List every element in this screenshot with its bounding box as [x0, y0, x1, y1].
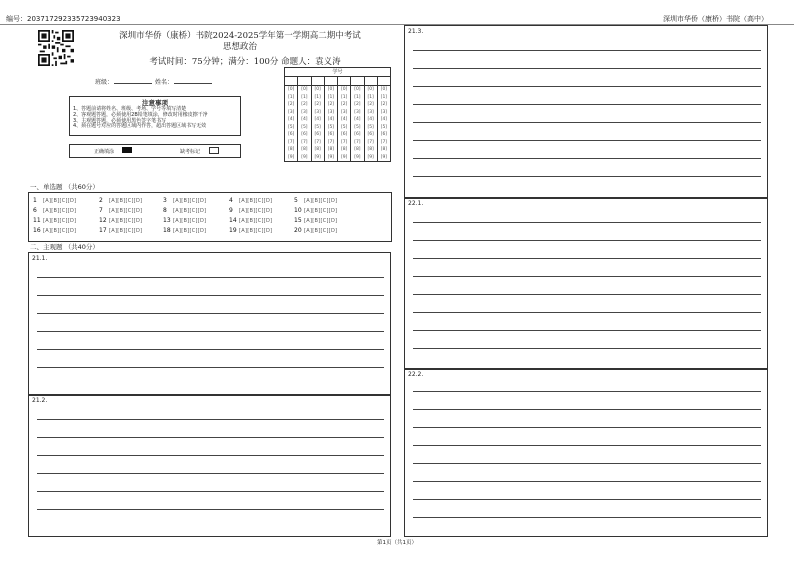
student-id-bubble[interactable]: [0]	[380, 87, 388, 92]
mc-option-bubbles[interactable]: [A][B][C][D]	[304, 208, 338, 214]
mc-question	[99, 207, 142, 214]
mc-question-number: 9	[229, 207, 233, 214]
student-id-grid	[284, 67, 391, 162]
answer-box-22-2[interactable]	[404, 368, 768, 537]
exam-title	[80, 31, 400, 53]
student-id-bubble[interactable]: [4]	[287, 117, 295, 122]
student-id-bubble[interactable]: [1]	[314, 94, 321, 100]
mc-question-number: 10	[294, 207, 302, 214]
mc-question	[229, 217, 272, 224]
student-id-bubble[interactable]: [3]	[354, 109, 361, 115]
student-id-bubble[interactable]: [3]	[287, 109, 295, 115]
student-id-write-cell[interactable]	[351, 77, 364, 85]
fill-legend	[69, 144, 241, 158]
student-id-bubble[interactable]: [9]	[380, 154, 388, 160]
notes-item: 1、答题前请将姓名、班级、考场、学号等填写清楚	[73, 106, 187, 112]
mc-question-number: 15	[294, 217, 302, 224]
name-blank[interactable]	[174, 77, 212, 84]
student-id-bubble[interactable]: [5]	[301, 124, 308, 130]
mc-row	[29, 197, 391, 207]
writing-line	[413, 68, 761, 69]
class-blank[interactable]	[114, 77, 152, 84]
answer-box-21-1[interactable]	[28, 252, 391, 396]
writing-line	[37, 437, 384, 438]
writing-line	[413, 86, 761, 87]
student-id-bubble[interactable]: [1]	[354, 94, 361, 100]
student-id-bubble[interactable]: [4]	[367, 117, 374, 122]
writing-line	[413, 122, 761, 123]
answer-box-21-3[interactable]	[404, 25, 768, 199]
student-id-bubble[interactable]: [5]	[354, 124, 361, 130]
student-id-bubble[interactable]: [6]	[314, 132, 321, 137]
student-id-bubble[interactable]: [1]	[380, 94, 388, 100]
student-id-bubble[interactable]: [9]	[354, 154, 361, 160]
student-id-bubble[interactable]: [1]	[367, 94, 374, 100]
mc-row	[29, 207, 391, 217]
student-id-bubble[interactable]: [7]	[380, 139, 388, 145]
student-id-column	[325, 86, 338, 161]
student-id-bubble[interactable]: [0]	[354, 87, 361, 92]
mc-question	[99, 227, 142, 234]
student-id-bubble[interactable]: [0]	[314, 87, 321, 92]
student-id-write-cell[interactable]	[285, 77, 298, 85]
student-id-bubble[interactable]: [2]	[380, 102, 388, 107]
student-id-bubble[interactable]: [4]	[354, 117, 361, 122]
writing-line	[413, 463, 761, 464]
notes-item: 3、主观题答题，必须使用黑色签字笔书写	[73, 117, 167, 124]
mc-question	[229, 227, 272, 234]
student-id-bubble[interactable]: [8]	[301, 147, 308, 152]
student-id-bubble[interactable]: [3]	[380, 109, 388, 115]
student-id-bubble[interactable]: [5]	[380, 124, 388, 130]
student-id-bubble[interactable]: [6]	[287, 132, 295, 137]
mc-question-number: 4	[229, 197, 233, 204]
writing-line	[413, 481, 761, 482]
student-id-write-cell[interactable]	[325, 77, 338, 85]
student-id-bubble[interactable]: [4]	[301, 117, 308, 122]
mc-option-bubbles[interactable]: [A][B][C][D]	[173, 208, 207, 214]
mc-option-bubbles[interactable]: [A][B][C][D]	[304, 218, 338, 224]
writing-line	[413, 222, 761, 223]
answer-box-22-1[interactable]	[404, 197, 768, 370]
writing-line	[413, 445, 761, 446]
writing-line	[413, 240, 761, 241]
writing-line	[413, 276, 761, 277]
mc-option-bubbles[interactable]: [A][B][C][D]	[304, 198, 338, 204]
correct-fill-label: 正确填涂	[94, 149, 115, 155]
student-id-write-cell[interactable]	[365, 77, 378, 85]
student-id-bubble[interactable]: [0]	[301, 87, 308, 92]
student-id-bubble[interactable]: [9]	[367, 154, 374, 160]
mc-question	[99, 217, 142, 224]
mc-question-number: 19	[229, 227, 237, 234]
student-id-bubble[interactable]: [8]	[287, 147, 295, 152]
mc-question	[163, 217, 206, 224]
mc-option-bubbles[interactable]: [A][B][C][D]	[173, 198, 207, 204]
answer-box-21-2[interactable]	[28, 394, 391, 537]
mc-option-bubbles[interactable]: [A][B][C][D]	[239, 218, 273, 224]
student-id-bubble[interactable]: [7]	[327, 139, 335, 145]
student-id-write-cell[interactable]	[338, 77, 351, 85]
exam-subject: 思想政治	[222, 42, 257, 52]
name-label: 姓名：	[155, 79, 174, 86]
question-label: 22.1.	[408, 200, 424, 207]
writing-line	[413, 140, 761, 141]
student-id-bubble[interactable]: [7]	[287, 139, 295, 145]
student-id-bubble[interactable]: [3]	[301, 109, 308, 115]
mc-option-bubbles[interactable]: [A][B][C][D]	[43, 208, 77, 214]
writing-line	[37, 331, 384, 332]
page-number: 第1页（共1页）	[377, 540, 417, 546]
question-label: 21.1.	[32, 255, 48, 262]
class-label: 班级：	[95, 79, 114, 86]
student-id-write-cell[interactable]	[378, 77, 390, 85]
mc-question-number: 11	[33, 217, 41, 224]
student-id-heading: 学号	[285, 68, 390, 77]
mc-option-bubbles[interactable]: [A][B][C][D]	[109, 218, 143, 224]
mc-option-bubbles[interactable]: [A][B][C][D]	[43, 228, 77, 234]
student-id-bubble[interactable]: [0]	[340, 87, 348, 92]
writing-line	[413, 258, 761, 259]
mc-option-bubbles[interactable]: [A][B][C][D]	[109, 228, 143, 234]
absent-mark-checkbox[interactable]	[209, 147, 219, 154]
student-id-bubble[interactable]: [0]	[287, 87, 295, 92]
student-id-column	[285, 86, 298, 161]
student-id-bubble[interactable]: [4]	[340, 117, 348, 122]
student-id-bubble[interactable]: [4]	[327, 117, 335, 122]
absent-mark-label: 缺考标记	[180, 149, 201, 155]
student-id-bubble[interactable]: [1]	[327, 94, 335, 100]
mc-row	[29, 227, 391, 237]
student-id-bubble[interactable]: [4]	[380, 117, 388, 122]
mc-question-number: 16	[33, 227, 41, 234]
school-tag: 深圳市华侨（康桥）书院（高中）	[663, 15, 768, 23]
mc-question	[229, 197, 272, 204]
correct-fill-sample	[122, 147, 132, 153]
writing-line	[37, 473, 384, 474]
mc-question-number: 2	[99, 197, 103, 204]
student-id-bubble[interactable]: [8]	[314, 147, 321, 152]
student-id-bubble[interactable]: [2]	[327, 102, 335, 107]
student-id-column	[351, 86, 364, 161]
question-label: 22.2.	[408, 371, 424, 378]
writing-line	[413, 158, 761, 159]
mc-question-number: 3	[163, 197, 167, 204]
student-id-column	[378, 86, 390, 161]
student-id-column	[365, 86, 378, 161]
question-label: 21.2.	[32, 397, 48, 404]
student-id-bubbles	[285, 86, 390, 161]
mc-question-number: 5	[294, 197, 298, 204]
mc-question	[33, 207, 76, 214]
student-id-bubble[interactable]: [9]	[287, 154, 295, 160]
mc-option-bubbles[interactable]: [A][B][C][D]	[173, 218, 207, 224]
student-id-bubble[interactable]: [2]	[287, 102, 295, 107]
mc-question	[229, 207, 272, 214]
student-id-bubble[interactable]: [6]	[340, 132, 348, 137]
student-id-bubble[interactable]: [1]	[340, 94, 348, 100]
mc-question	[163, 227, 206, 234]
student-id-column	[298, 86, 311, 161]
student-id-bubble[interactable]: [8]	[354, 147, 361, 152]
student-id-bubble[interactable]: [0]	[367, 87, 374, 92]
mc-question-number: 12	[99, 217, 107, 224]
mc-option-bubbles[interactable]: [A][B][C][D]	[239, 208, 273, 214]
writing-line	[413, 50, 761, 51]
section2-title: 二、主观题 （共40分）	[30, 243, 99, 251]
mc-question	[294, 227, 337, 234]
student-id-bubble[interactable]: [1]	[287, 94, 295, 100]
mc-question-number: 18	[163, 227, 171, 234]
writing-line	[413, 427, 761, 428]
writing-line	[413, 330, 761, 331]
student-id-bubble[interactable]: [5]	[314, 124, 321, 130]
notes-heading: 注意事项	[142, 99, 168, 107]
student-id-bubble[interactable]: [8]	[340, 147, 348, 152]
student-id-bubble[interactable]: [2]	[354, 102, 361, 107]
qr-code-icon	[38, 30, 74, 66]
writing-line	[37, 491, 384, 492]
writing-line	[37, 277, 384, 278]
notes-box	[69, 96, 241, 136]
writing-line	[413, 294, 761, 295]
mc-question	[163, 207, 206, 214]
student-id-write-cell[interactable]	[298, 77, 311, 85]
student-id-bubble[interactable]: [4]	[314, 117, 321, 122]
mc-option-bubbles[interactable]: [A][B][C][D]	[43, 198, 77, 204]
student-id-bubble[interactable]: [8]	[327, 147, 335, 152]
writing-line	[413, 176, 761, 177]
writing-line	[413, 391, 761, 392]
writing-line	[37, 419, 384, 420]
multiple-choice-box	[28, 192, 392, 242]
student-id-bubble[interactable]: [7]	[367, 139, 374, 145]
mc-question	[294, 207, 337, 214]
mc-option-bubbles[interactable]: [A][B][C][D]	[173, 228, 207, 234]
student-id-bubble[interactable]: [2]	[340, 102, 348, 107]
student-id-bubble[interactable]: [8]	[380, 147, 388, 152]
student-id-bubble[interactable]: [7]	[301, 139, 308, 145]
writing-line	[413, 312, 761, 313]
exam-title-line1: 深圳市华侨（康桥）书院2024-2025学年第一学期高二期中考试	[119, 31, 361, 41]
mc-option-bubbles[interactable]: [A][B][C][D]	[239, 228, 273, 234]
mc-question-number: 1	[33, 197, 37, 204]
student-id-write-cell[interactable]	[312, 77, 325, 85]
mc-question-number: 20	[294, 227, 302, 234]
student-id-bubble[interactable]: [0]	[327, 87, 335, 92]
student-id-bubble[interactable]: [9]	[327, 154, 335, 160]
mc-question-number: 17	[99, 227, 107, 234]
section1-title: 一、单选题 （共60分）	[30, 183, 99, 191]
writing-line	[37, 455, 384, 456]
student-id-write-row	[285, 77, 390, 86]
exam-info: 考试时间：75分钟；满分：100分 命题人：袁义涛	[149, 57, 341, 67]
question-label: 21.3.	[408, 28, 424, 35]
student-id-bubble[interactable]: [1]	[301, 94, 308, 100]
student-id-bubble[interactable]: [7]	[354, 139, 361, 145]
mc-question	[33, 197, 76, 204]
student-id-bubble[interactable]: [9]	[340, 154, 348, 160]
writing-line	[37, 295, 384, 296]
writing-line	[413, 409, 761, 410]
student-id-bubble[interactable]: [6]	[354, 132, 361, 137]
mc-option-bubbles[interactable]: [A][B][C][D]	[239, 198, 273, 204]
mc-question	[163, 197, 206, 204]
writing-line	[37, 367, 384, 368]
student-id-bubble[interactable]: [5]	[367, 124, 374, 130]
mc-option-bubbles[interactable]: [A][B][C][D]	[43, 218, 77, 224]
mc-question	[99, 197, 142, 204]
mc-question-number: 6	[33, 207, 37, 214]
student-id-bubble[interactable]: [5]	[327, 124, 335, 130]
student-id-bubble[interactable]: [5]	[287, 124, 295, 130]
mc-row	[29, 217, 391, 227]
student-id-bubble[interactable]: [6]	[327, 132, 335, 137]
exam-id: 编号：203717292335723940323	[6, 15, 121, 23]
writing-line	[37, 313, 384, 314]
notes-item: 4、须在题号对应的答题区域内作答，超出答题区域书写无效	[73, 123, 207, 130]
mc-question	[294, 197, 337, 204]
student-id-bubble[interactable]: [6]	[301, 132, 308, 137]
mc-question-number: 13	[163, 217, 171, 224]
notes-item: 2、客观题答题，必须使用2B铅笔填涂，修改时用橡皮擦干净	[73, 111, 208, 118]
student-id-bubble[interactable]: [7]	[340, 139, 348, 145]
mc-option-bubbles[interactable]: [A][B][C][D]	[109, 198, 143, 204]
student-id-bubble[interactable]: [2]	[367, 102, 374, 107]
writing-line	[37, 509, 384, 510]
mc-option-bubbles[interactable]: [A][B][C][D]	[304, 228, 338, 234]
student-id-bubble[interactable]: [2]	[301, 102, 308, 107]
mc-question	[33, 227, 76, 234]
student-id-bubble[interactable]: [7]	[314, 139, 321, 145]
student-id-bubble[interactable]: [3]	[314, 109, 321, 115]
mc-option-bubbles[interactable]: [A][B][C][D]	[109, 208, 143, 214]
student-id-bubble[interactable]: [2]	[314, 102, 321, 107]
writing-line	[413, 348, 761, 349]
student-id-bubble[interactable]: [5]	[340, 124, 348, 130]
student-fields	[95, 77, 215, 86]
student-id-bubble[interactable]: [6]	[380, 132, 388, 137]
writing-line	[413, 104, 761, 105]
writing-line	[37, 349, 384, 350]
student-id-bubble[interactable]: [3]	[327, 109, 335, 115]
student-id-column	[338, 86, 351, 161]
student-id-bubble[interactable]: [3]	[367, 109, 374, 115]
student-id-bubble[interactable]: [9]	[314, 154, 321, 160]
writing-line	[413, 517, 761, 518]
student-id-bubble[interactable]: [8]	[367, 147, 374, 152]
mc-question-number: 14	[229, 217, 237, 224]
student-id-column	[312, 86, 325, 161]
student-id-bubble[interactable]: [9]	[301, 154, 308, 160]
mc-question	[294, 217, 337, 224]
mc-question-number: 7	[99, 207, 103, 214]
student-id-bubble[interactable]: [3]	[340, 109, 348, 115]
writing-line	[413, 499, 761, 500]
student-id-bubble[interactable]: [6]	[367, 132, 374, 137]
mc-question	[33, 217, 76, 224]
mc-question-number: 8	[163, 207, 167, 214]
